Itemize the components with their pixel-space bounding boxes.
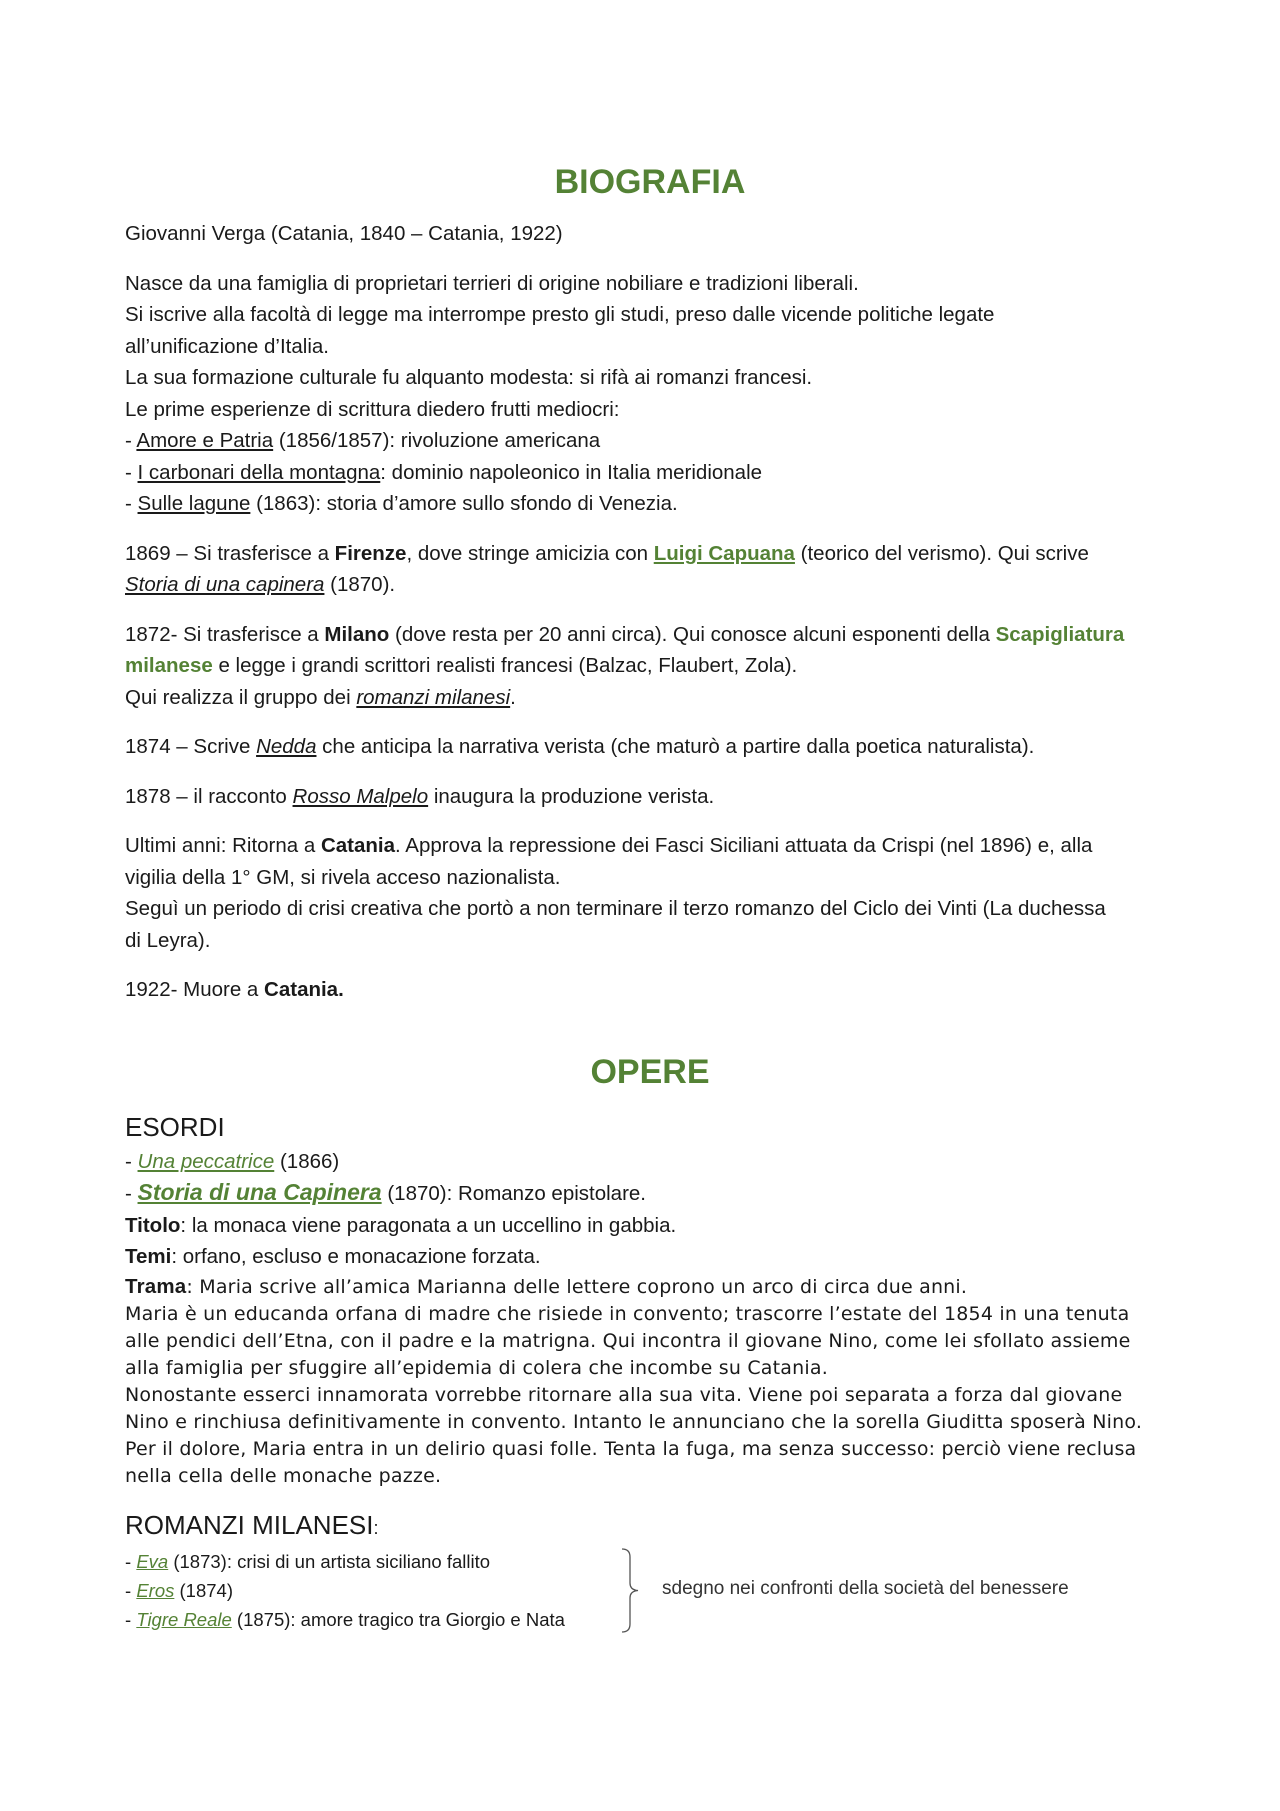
work-title: I carbonari della montagna [137, 460, 381, 484]
text-line: Si iscrive alla facoltà di legge ma interrompe presto gli studi, preso dalle vicende politiche legate [125, 303, 995, 326]
work-title: Storia di una capinera [125, 573, 325, 596]
work-title: Eros [136, 1579, 175, 1601]
work-title: Sulle lagune [137, 492, 251, 515]
work-title: Tigre Reale [136, 1608, 232, 1630]
city-catania: Catania. [264, 978, 344, 1001]
city-firenze: Firenze [334, 541, 407, 565]
work-title: Una peccatrice [137, 1149, 275, 1173]
list-item: - Amore e Patria (1856/1857): rivoluzione americana [125, 429, 601, 452]
work-title: Eva [136, 1550, 169, 1572]
trama-text: Maria è un educanda orfana di madre che risiede in convento; trascorre l’estate del 1854 in una tenuta alle pendici dell’Etna, con il padre e la matrigna. Qui incontra il giovane Nino, come lei sfollato assieme alla famiglia per sfuggire all’epidemia di colera che incombe su Catania. Nonostante esserci innamorata vorrebbe ritornare alla sua vita. Viene poi separata a forza dal giovane Nino e rinchiusa definitivamente in convento. Intanto le annunciano che la sorella Giuditta sposerà Nino. Per il dolore, Maria entra in un delirio quasi folle. Tenta la fuga, ma senza successo: perciò viene reclusa nella cella delle monache pazze. [125, 1302, 1143, 1487]
list-item: - Storia di una Capinera (1870): Romanzo epistolare. [125, 1179, 646, 1205]
romanzi-list [125, 1547, 1175, 1634]
text-line: all’unificazione d’Italia. [125, 334, 329, 358]
work-title: Storia di una Capinera [137, 1179, 382, 1205]
work-title: Nedda [256, 735, 317, 758]
trama-line: Trama: Maria scrive all’amica Marianna delle lettere coprono un arco di circa due anni. [125, 1274, 968, 1298]
paragraph-1869: 1869 – Si trasferisce a Firenze, dove stringe amicizia con Luigi Capuana (teorico del verismo). Qui scrive Storia di una capinera (1870). [125, 541, 1089, 596]
paragraph-1878: 1878 – il racconto Rosso Malpelo inaugura la produzione verista. [125, 784, 715, 808]
list-item: - Una peccatrice (1866) [125, 1149, 340, 1173]
list-item: - Eros (1874) [125, 1579, 233, 1601]
paragraph-1874: 1874 – Scrive Nedda che anticipa la narrativa verista (che maturò a partire dalla poetica naturalista). [125, 735, 1035, 758]
person-capuana: Luigi Capuana [653, 541, 795, 565]
document-page [125, 150, 1175, 1634]
intro-line: Giovanni Verga (Catania, 1840 – Catania, 1922) [125, 222, 563, 245]
section-title-opere: OPERE [590, 1052, 710, 1091]
list-item: - Sulle lagune (1863): storia d’amore sullo sfondo di Venezia. [125, 492, 678, 515]
section-title-biografia: BIOGRAFIA [554, 163, 746, 201]
subsection-esordi: ESORDI [125, 1111, 225, 1142]
text-line: Nasce da una famiglia di proprietari terrieri di origine nobiliare e tradizioni liberali. [125, 271, 859, 295]
city-milano: Milano [324, 622, 390, 646]
paragraph-origins [125, 268, 1175, 520]
text-line: La sua formazione culturale fu alquanto modesta: si rifà ai romanzi francesi. [125, 366, 813, 389]
right-brace-icon [620, 1547, 660, 1634]
list-item: - I carbonari della montagna: dominio napoleonico in Italia meridionale [125, 460, 763, 484]
temi-line: Temi: orfano, escluso e monacazione forzata. [125, 1245, 541, 1268]
list-item: - Tigre Reale (1875): amore tragico tra Giorgio e Nata [125, 1608, 565, 1630]
city-catania: Catania [320, 834, 396, 857]
movement-scapigliatura: Scapigliatura [995, 622, 1125, 646]
paragraph-1922: 1922- Muore a Catania. [125, 978, 344, 1001]
text-line: Le prime esperienze di scrittura diedero frutti mediocri: [125, 397, 620, 421]
work-title: Rosso Malpelo [292, 784, 429, 808]
paragraph-1872: 1872- Si trasferisce a Milano (dove resta per 20 anni circa). Qui conosce alcuni esponenti della Scapigliatura milanese e legge i grandi scrittori realisti francesi (Balzac, Flaubert, Zola). Qui realizza il gruppo dei romanzi milanesi. [125, 622, 1125, 709]
work-title: Amore e Patria [136, 429, 274, 452]
subsection-romanzi-milanesi: ROMANZI MILANESI: [125, 1509, 379, 1540]
paragraph-ultimi-anni: Ultimi anni: Ritorna a Catania. Approva la repressione dei Fasci Siciliani attuata da Crispi (nel 1896) e, alla vigilia della 1° GM, si rivela acceso nazionalista. Seguì un periodo di crisi creativa che portò a non terminare il terzo romanzo del Ciclo dei Vinti (La duchessa di Leyra). [125, 834, 1106, 952]
titolo-line: Titolo: la monaca viene paragonata a un uccellino in gabbia. [125, 1213, 677, 1237]
movement-milanese: milanese [125, 654, 213, 677]
esordi-content [125, 1146, 1175, 1490]
group-title: romanzi milanesi [356, 685, 511, 709]
brace-note: sdegno nei confronti della società del benessere [662, 1577, 1069, 1599]
list-item: - Eva (1873): crisi di un artista siciliano fallito [125, 1550, 491, 1572]
